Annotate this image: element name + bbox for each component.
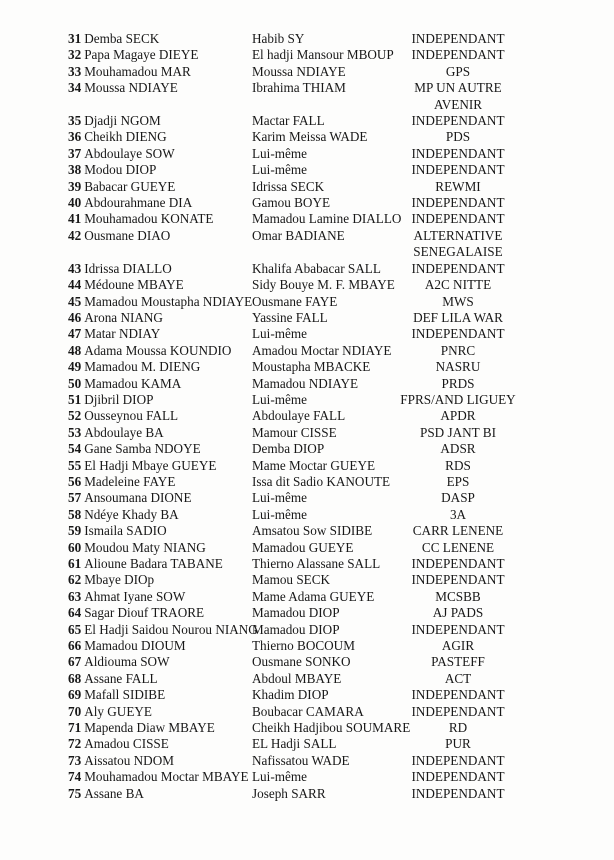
list-row [0,572,614,588]
list-row [0,671,614,687]
row-number: 44 [68,277,82,293]
candidate-name: Aly GUEYE [84,703,152,719]
candidate-name: Mbaye DIOp [84,572,155,588]
candidate-name: Idrissa DIALLO [84,260,172,276]
party-name: 3A [449,506,467,522]
candidate-cell [68,490,252,506]
candidate-cell [68,343,252,359]
candidate-name: Moussa NDIAYE [84,80,178,96]
candidate-name: Gane Samba NDOYE [84,441,201,457]
representative-name: Khadim DIOP [252,687,329,703]
representative-name: Lui-même [252,769,307,785]
representative-name: Mamadou GUEYE [252,539,354,555]
candidate-name: Demba SECK [84,31,160,46]
candidate-name: Sagar Diouf TRAORE [84,605,205,621]
candidate-name: Amadou CISSE [84,736,169,752]
row-number: 37 [68,145,82,161]
candidate-list [0,31,614,802]
party-name: PNRC [440,342,476,358]
party-name: APDR [440,408,476,424]
party-name: INDEPENDANT [411,47,505,63]
row-number: 34 [68,80,82,96]
representative-name: Ibrahima THIAM [252,80,346,96]
representative-name: Cheikh Hadjibou SOUMARE [252,720,411,736]
row-number: 70 [68,703,82,719]
party-name: ADSR [440,441,476,457]
representative-name: Joseph SARR [252,785,326,801]
list-row [0,556,614,572]
candidate-name: Papa Magaye DIEYE [84,47,199,63]
list-row [0,523,614,539]
candidate-cell [68,80,252,96]
candidate-name: Cheikh DIENG [84,129,167,145]
representative-name: Mamadou NDIAYE [252,375,359,391]
row-number: 62 [68,572,82,588]
candidate-name: Ahmat Iyane SOW [84,588,186,604]
party-name: INDEPENDANT [411,211,505,227]
list-row [0,408,614,424]
row-number: 36 [68,129,82,145]
party-name: INDEPENDANT [411,326,505,342]
party-name: REWMI [435,178,481,194]
candidate-cell [68,162,252,178]
representative-name: Boubacar CAMARA [252,703,364,719]
representative-name: Amadou Moctar NDIAYE [252,342,392,358]
list-row [0,113,614,129]
candidate-name: Ousseynou FALL [84,408,179,424]
list-row [0,622,614,638]
candidate-cell [68,540,252,556]
representative-name: El hadji Mansour MBOUP [252,47,394,63]
row-number: 51 [68,391,82,407]
representative-name: Mame Moctar GUEYE [252,457,376,473]
row-number: 56 [68,473,82,489]
row-number: 48 [68,342,82,358]
candidate-name: Madeleine FAYE [84,473,176,489]
list-row [0,64,614,80]
list-row [0,326,614,342]
row-number: 43 [68,260,82,276]
row-number: 40 [68,195,82,211]
party-name: RD [448,720,468,736]
candidate-name: Alioune Badara TABANE [84,556,223,571]
representative-name: Abdoul MBAYE [252,670,342,686]
list-row [0,261,614,277]
candidate-cell [68,671,252,687]
candidate-cell [68,261,252,277]
representative-name: Thierno BOCOUM [252,638,355,654]
representative-name: Gamou BOYE [252,195,331,211]
party-name: INDEPENDANT [411,752,505,768]
row-number: 68 [68,670,82,686]
list-row [0,425,614,441]
candidate-cell [68,359,252,375]
candidate-cell [68,507,252,523]
list-row [0,540,614,556]
row-number: 33 [68,63,82,79]
representative-name: Omar BADIANE [252,227,345,243]
candidate-cell [68,474,252,490]
candidate-name: Mapenda Diaw MBAYE [84,720,215,736]
candidate-cell [68,211,252,227]
row-number: 45 [68,293,82,309]
candidate-cell [68,638,252,654]
candidate-name: Ndéye Khady BA [84,506,179,522]
candidate-cell [68,64,252,80]
candidate-name: Mamadou M. DIENG [84,359,201,375]
candidate-cell [68,392,252,408]
row-number: 72 [68,736,82,752]
candidate-name: Mouhamadou MAR [84,63,191,79]
party-name: INDEPENDANT [411,687,505,703]
row-number: 46 [68,309,82,325]
party-name: INDEPENDANT [411,162,505,178]
representative-name: Idrissa SECK [252,178,325,194]
row-number: 69 [68,687,82,703]
candidate-cell [68,277,252,293]
party-name: AGIR [441,638,475,654]
candidate-cell [68,786,252,802]
candidate-cell [68,228,252,244]
party-name: INDEPENDANT [411,31,505,46]
party-name: INDEPENDANT [411,621,505,637]
candidate-name: Mafall SIDIBE [84,687,166,703]
party-name: CARR LENENE [412,523,504,539]
list-row [0,211,614,227]
row-number: 59 [68,523,82,539]
candidate-cell [68,458,252,474]
party-name: ACT [444,670,472,686]
candidate-cell [68,704,252,720]
candidate-name: Adama Moussa KOUNDIO [84,342,232,358]
representative-name: Thierno Alassane SALL [252,556,381,571]
representative-name: Sidy Bouye M. F. MBAYE [252,277,395,293]
candidate-cell [68,47,252,63]
representative-name: Ousmane SONKO [252,654,351,670]
list-row [0,129,614,145]
representative-name: Lui-même [252,506,307,522]
list-row [0,179,614,195]
party-name: MP UN AUTRE AVENIR [414,80,502,112]
representative-name: EL Hadji SALL [252,736,337,752]
row-number: 65 [68,621,82,637]
candidate-cell [68,326,252,342]
candidate-cell [68,736,252,752]
party-name: DASP [441,490,475,506]
row-number: 64 [68,605,82,621]
candidate-cell [68,195,252,211]
candidate-cell [68,129,252,145]
row-number: 39 [68,178,82,194]
representative-name: Mamour CISSE [252,424,337,440]
party-name: FPRS/AND LIGUEY [400,391,516,407]
party-name: EPS [446,473,470,489]
row-number: 52 [68,408,82,424]
party-name: PSD JANT BI [420,424,496,440]
candidate-name: Mouhamadou KONATE [84,211,214,227]
party-name: PUR [445,736,471,752]
candidate-name: Ansoumana DIONE [84,490,192,506]
party-name: INDEPENDANT [411,785,505,801]
row-number: 32 [68,47,82,63]
party-name: INDEPENDANT [411,556,505,571]
party-name: AJ PADS [432,605,484,621]
row-number: 67 [68,654,82,670]
party-name: INDEPENDANT [411,195,505,211]
representative-name: Lui-même [252,490,307,506]
row-number: 41 [68,211,82,227]
list-row [0,736,614,752]
party-name: INDEPENDANT [411,769,505,785]
party-name: RDS [445,457,471,473]
list-row [0,31,614,47]
candidate-cell [68,376,252,392]
representative-name: Demba DIOP [252,441,325,457]
candidate-cell [68,408,252,424]
row-number: 54 [68,441,82,457]
candidate-name: Aissatou NDOM [84,752,174,768]
representative-name: Moussa NDIAYE [252,63,346,79]
list-row [0,458,614,474]
representative-name: Lui-même [252,162,307,178]
candidate-name: El Hadji Saidou Nourou NIANG [84,621,258,637]
list-row [0,507,614,523]
candidate-name: Matar NDIAY [84,326,161,342]
candidate-name: Abdourahmane DIA [84,195,193,211]
party-name: INDEPENDANT [411,260,505,276]
candidate-cell [68,769,252,785]
candidate-cell [68,294,252,310]
party-name: PASTEFF [431,654,485,670]
list-row [0,441,614,457]
representative-name: Mamadou DIOP [252,605,340,621]
party-name: PDS [445,129,471,145]
candidate-name: Mamadou KAMA [84,375,182,391]
party-name: INDEPENDANT [411,113,505,129]
list-row [0,638,614,654]
candidate-name: Djibril DIOP [84,391,154,407]
candidate-name: Mouhamadou Moctar MBAYE [84,769,249,785]
list-row [0,490,614,506]
candidate-name: Ismaila SADIO [84,523,167,539]
representative-name: Mamadou DIOP [252,621,340,637]
representative-name: Karim Meissa WADE [252,129,368,145]
party-name: A2C NITTE [424,277,492,293]
candidate-cell [68,654,252,670]
party-name: INDEPENDANT [411,145,505,161]
party-name: ALTERNATIVE SENEGALAISE [413,227,503,260]
representative-name: Mactar FALL [252,113,325,129]
representative-name: Mamou SECK [252,572,331,588]
representative-name: Ousmane FAYE [252,293,338,309]
representative-name: Moustapha MBACKE [252,359,371,375]
row-number: 66 [68,638,82,654]
row-number: 75 [68,785,82,801]
candidate-name: Babacar GUEYE [84,178,176,194]
row-number: 31 [68,31,82,46]
row-number: 63 [68,588,82,604]
row-number: 73 [68,752,82,768]
list-row [0,80,614,113]
list-row [0,343,614,359]
representative-name: Khalifa Ababacar SALL [252,260,381,276]
candidate-cell [68,113,252,129]
party-name: DEF LILA WAR [413,309,503,325]
candidate-name: Assane BA [84,785,144,801]
list-row [0,294,614,310]
candidate-cell [68,556,252,572]
list-row [0,359,614,375]
candidate-cell [68,179,252,195]
candidate-name: Abdoulaye SOW [84,145,175,161]
list-row [0,687,614,703]
list-row [0,195,614,211]
row-number: 60 [68,539,82,555]
candidate-cell [68,753,252,769]
row-number: 49 [68,359,82,375]
list-row [0,47,614,63]
list-row [0,146,614,162]
row-number: 61 [68,556,82,571]
candidate-name: Moudou Maty NIANG [84,539,206,555]
list-row [0,310,614,326]
candidate-name: El Hadji Mbaye GUEYE [84,457,217,473]
representative-name: Yassine FALL [252,309,328,325]
list-row [0,720,614,736]
list-row [0,589,614,605]
list-row [0,474,614,490]
representative-name: Mamadou Lamine DIALLO [252,211,402,227]
candidate-name: Ousmane DIAO [84,227,171,243]
row-number: 42 [68,227,82,243]
candidate-cell [68,605,252,621]
party-name: PRDS [441,375,475,391]
party-name: MCSBB [435,588,481,604]
list-row [0,162,614,178]
row-number: 47 [68,326,82,342]
party-name: INDEPENDANT [411,572,505,588]
list-row [0,277,614,293]
row-number: 71 [68,720,82,736]
list-row [0,704,614,720]
row-number: 74 [68,769,82,785]
candidate-name: Assane FALL [84,670,158,686]
candidate-name: Mamadou DIOUM [84,638,186,654]
candidate-cell [68,589,252,605]
list-row [0,605,614,621]
row-number: 35 [68,113,82,129]
representative-name: Lui-même [252,391,307,407]
candidate-name: Médoune MBAYE [84,277,184,293]
representative-name: Abdoulaye FALL [252,408,346,424]
party-name: CC LENENE [421,539,495,555]
party-name: INDEPENDANT [411,703,505,719]
list-row [0,376,614,392]
party-name: GPS [445,63,471,79]
candidate-cell [68,687,252,703]
candidate-cell [68,621,258,638]
row-number: 57 [68,490,82,506]
candidate-name: Modou DIOP [84,162,157,178]
row-number: 38 [68,162,82,178]
candidate-cell [68,441,252,457]
candidate-cell [68,425,252,441]
candidate-cell [68,310,252,326]
row-number: 53 [68,424,82,440]
row-number: 55 [68,457,82,473]
row-number: 58 [68,506,82,522]
list-row [0,753,614,769]
candidate-cell [68,572,252,588]
row-number: 50 [68,375,82,391]
representative-name: Amsatou Sow SIDIBE [252,523,373,539]
candidate-name: Arona NIANG [84,309,163,325]
candidate-name: Aldiouma SOW [84,654,170,670]
candidate-cell [68,31,252,47]
candidate-name: Djadji NGOM [84,113,161,129]
candidate-name: Mamadou Moustapha NDIAYE [84,293,253,309]
candidate-cell [68,720,252,736]
list-row [0,654,614,670]
representative-name: Lui-même [252,145,307,161]
representative-name: Mame Adama GUEYE [252,588,375,604]
representative-name: Lui-même [252,326,307,342]
candidate-name: Abdoulaye BA [84,424,164,440]
representative-name: Nafissatou WADE [252,752,350,768]
list-row [0,769,614,785]
list-row [0,786,614,802]
list-row [0,228,614,261]
party-name: NASRU [435,359,481,375]
candidate-cell [68,146,252,162]
representative-name: Issa dit Sadio KANOUTE [252,473,391,489]
party-name: MWS [442,293,474,309]
representative-name: Habib SY [252,31,305,46]
list-row [0,392,614,408]
candidate-cell [68,523,252,539]
